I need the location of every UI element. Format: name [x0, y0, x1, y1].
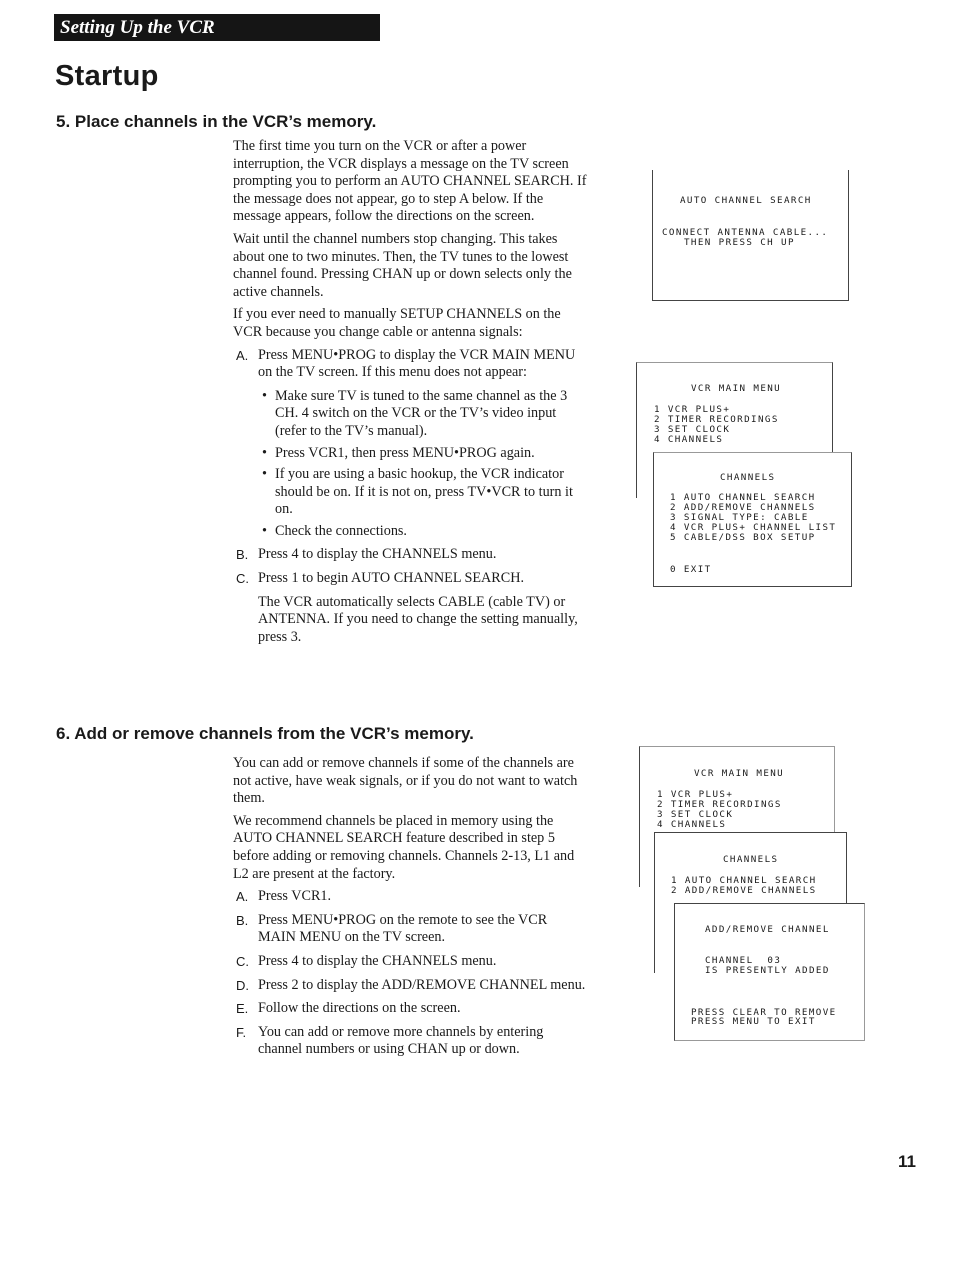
- menu-item: 1 AUTO CHANNEL SEARCH: [671, 875, 817, 886]
- menu-item: 2 ADD/REMOVE CHANNELS: [671, 885, 817, 896]
- screen-title: VCR MAIN MENU: [691, 383, 782, 394]
- menu-item: 2 ADD/REMOVE CHANNELS: [670, 502, 816, 513]
- step-label: B.: [236, 912, 249, 928]
- step-text: You can add or remove more channels by entering channel numbers or using CHAN up or down.: [258, 1023, 544, 1058]
- step-a: [233, 347, 588, 541]
- menu-item: 2 TIMER RECORDINGS: [654, 414, 779, 425]
- menu-item: 4 CHANNELS: [654, 434, 724, 445]
- menu-item: 1 VCR PLUS+: [657, 789, 734, 800]
- menu-item: 3 SET CLOCK: [654, 424, 731, 435]
- paragraph: You can add or remove channels if some of the channels are not active, have weak signals, or if you do not want to watch them.: [233, 755, 578, 807]
- screen-line: CHANNEL 03: [705, 955, 782, 966]
- bullet-item: • Check the connections.: [258, 523, 588, 541]
- step-text: Press 4 to display the CHANNELS menu.: [258, 546, 497, 563]
- step-text: Press MENU•PROG to display the VCR MAIN MENU on the TV screen. If this menu does not appear:: [258, 346, 576, 381]
- bullet-item: • Make sure TV is tuned to the same channel as the 3 CH. 4 switch on the VCR or the TV’s video input (refer to the TV’s manual).: [258, 388, 588, 441]
- menu-item-exit: 0 EXIT: [670, 564, 712, 575]
- step-label: A.: [236, 347, 249, 363]
- step-label: B.: [236, 547, 249, 563]
- menu-item: 2 TIMER RECORDINGS: [657, 799, 782, 810]
- step-text: Press MENU•PROG on the remote to see the VCR MAIN MENU on the TV screen.: [258, 911, 548, 946]
- step-text: Press 1 to begin AUTO CHANNEL SEARCH.: [258, 570, 525, 587]
- screen-title: CHANNELS: [723, 854, 779, 865]
- tv-screen-channels-menu: [653, 452, 852, 587]
- tv-screen-auto-search: [652, 170, 849, 301]
- step-label: C.: [236, 953, 249, 969]
- step-c: [233, 953, 588, 971]
- section-6-heading: 6. Add or remove channels from the VCR’s memory.: [56, 724, 474, 743]
- screen-title: AUTO CHANNEL SEARCH: [680, 195, 812, 206]
- screen-title: VCR MAIN MENU: [694, 768, 785, 779]
- section-5-heading: 5. Place channels in the VCR’s memory.: [56, 112, 377, 131]
- step-label: E.: [236, 1001, 249, 1017]
- paragraph: If you ever need to manually SETUP CHANNELS on the VCR because you change cable or antenna signals:: [233, 306, 561, 340]
- section-banner: Setting Up the VCR: [54, 14, 380, 41]
- page-title: Startup: [55, 60, 159, 92]
- screen-line: IS PRESENTLY ADDED: [705, 965, 830, 976]
- menu-item: 5 CABLE/DSS BOX SETUP: [670, 532, 816, 543]
- step-a: [233, 888, 588, 906]
- screen-title: ADD/REMOVE CHANNEL: [705, 924, 830, 935]
- step-b: [233, 546, 588, 564]
- menu-item: 4 CHANNELS: [657, 819, 727, 830]
- step-label: F.: [236, 1024, 247, 1040]
- menu-item: 4 VCR PLUS+ CHANNEL LIST: [670, 522, 837, 533]
- section-5-body: [233, 138, 588, 652]
- paragraph: We recommend channels be placed in memory using the AUTO CHANNEL SEARCH feature described in step 5 before adding or removing channels. Channels 2-13, L1 and L2 are present at the factory.: [233, 812, 575, 882]
- menu-item: 1 AUTO CHANNEL SEARCH: [670, 492, 816, 503]
- step-d: [233, 977, 588, 995]
- paragraph: Wait until the channel numbers stop changing. This takes about one to two minutes. Then, the TV tunes to the lowest channel found. Pressing CHAN up or down selects only the active channels.: [233, 230, 572, 300]
- step-label: D.: [236, 977, 249, 993]
- screen-line: PRESS CLEAR TO REMOVE: [691, 1007, 837, 1018]
- bullet-item: • Press VCR1, then press MENU•PROG again.: [258, 445, 588, 463]
- menu-item: 1 VCR PLUS+: [654, 404, 731, 415]
- page-number: 11: [898, 1152, 916, 1171]
- step-b: [233, 912, 588, 947]
- step-text: Press 2 to display the ADD/REMOVE CHANNEL menu.: [258, 976, 586, 993]
- step-c: [233, 570, 588, 646]
- screen-line: PRESS MENU TO EXIT: [691, 1016, 816, 1027]
- tv-screen-add-remove-channel: [674, 903, 865, 1041]
- step-text: Press VCR1.: [258, 888, 332, 905]
- menu-item: 3 SET CLOCK: [657, 809, 734, 820]
- screen-line: THEN PRESS CH UP: [684, 237, 795, 248]
- step-label: C.: [236, 571, 249, 587]
- screen-line: CONNECT ANTENNA CABLE...: [662, 227, 829, 238]
- step-text: Follow the directions on the screen.: [258, 1000, 461, 1017]
- menu-item: 3 SIGNAL TYPE: CABLE: [670, 512, 809, 523]
- step-label: A.: [236, 889, 249, 905]
- bullet-list: [258, 388, 588, 541]
- step-e: [233, 1000, 588, 1018]
- section-6-body: [233, 755, 588, 1065]
- step-text: Press 4 to display the CHANNELS menu.: [258, 952, 497, 969]
- step-f: [233, 1024, 588, 1059]
- screen-title: CHANNELS: [720, 472, 776, 483]
- step-continuation: The VCR automatically selects CABLE (cable TV) or ANTENNA. If you need to change the setting manually, press 3.: [258, 593, 578, 645]
- paragraph: The first time you turn on the VCR or after a power interruption, the VCR displays a message on the TV screen prompting you to perform an AUTO CHANNEL SEARCH. If the message does not appear, go to step A below. If the message appears, follow the directions on the screen.: [233, 138, 587, 225]
- bullet-item: • If you are using a basic hookup, the VCR indicator should be on. If it is not on, press TV•VCR to turn it on.: [258, 466, 588, 519]
